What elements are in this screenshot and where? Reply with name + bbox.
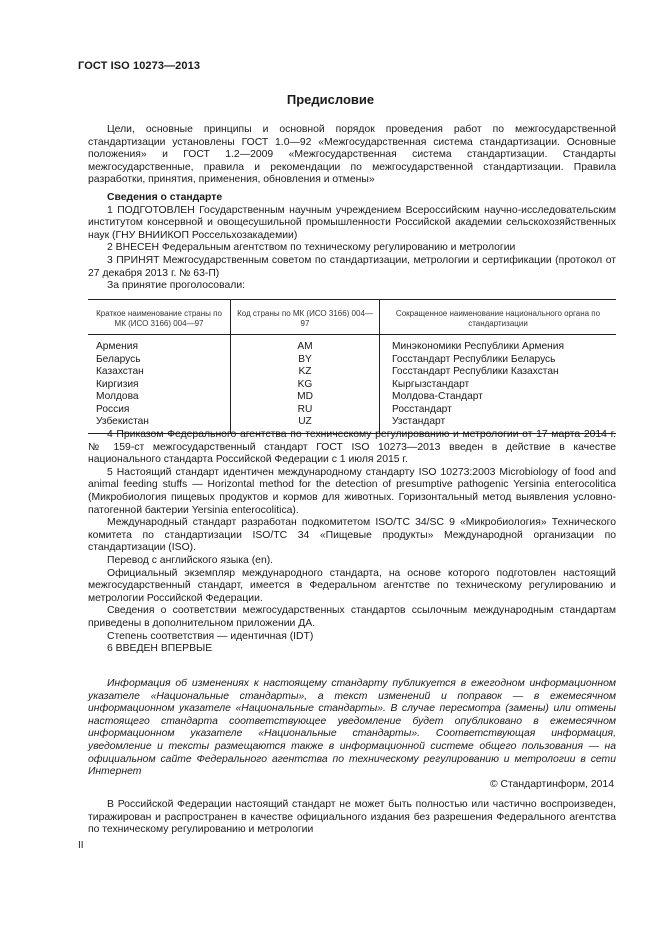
document-code-header: ГОСТ ISO 10273—2013: [78, 60, 201, 72]
intro-block: [88, 124, 616, 187]
code-cell: MD: [231, 391, 380, 404]
info-item-4: 4 Приказом Федерального агентства по техническому регулированию и метрологии от 17 марта 2014 г. № 159-ст межгосударственный стандарт ГОСТ ISO 10273—2013 введен в действие в качестве национального стандарта Российской Федерации с 1 июля 2015 г.: [88, 429, 616, 466]
intro-paragraph: Цели, основные принципы и основной порядок проведения работ по межгосударственной стандартизации установлены ГОСТ 1.0—92 «Межгосударственная система стандартизации. Основные положения» и ГОСТ 1.2—2009 «Межгосударственная система стандартизации. Стандарты межгосударственные, правила и рекомендации по межгосударственной стандартизации. Правила разработки, принятия, применения, обновления и отмены»: [88, 124, 616, 186]
info-item-2: 2 ВНЕСЕН Федеральным агентством по техническому регулированию и метрологии: [107, 242, 516, 254]
body-cell: Госстандарт Республики Беларусь: [380, 354, 617, 367]
info-item-3: 3 ПРИНЯТ Межгосударственным советом по стандартизации, метрологии и сертификации (протокол от 27 декабря 2013 г. № 63-П): [88, 254, 616, 279]
standard-info-heading: Сведения о стандарте: [107, 192, 223, 203]
column-header-code: Код страны по МК (ИСО 3166) 004—97: [231, 300, 380, 335]
info-item-6: 6 ВВЕДЕН ВПЕРВЫЕ: [107, 643, 213, 655]
body-cell: Росстандарт: [380, 404, 617, 417]
country-cell: Беларусь: [96, 353, 141, 365]
standard-info-block: [88, 192, 616, 293]
reproduction-restriction: В Российской Федерации настоящий стандарт не может быть полностью или частично воспроизведен, тиражирован и распространен в качестве официального издания без разрешения Федерального агентства по техническому регулированию и метрологии: [88, 799, 616, 836]
page-number: II: [78, 840, 84, 851]
standard-details-block: [88, 429, 616, 656]
code-cell: AM: [231, 335, 380, 354]
table-row: [88, 391, 616, 404]
references-note: Сведения о соответствии межгосударственных стандартов ссылочным международным стандартам приведены в дополнительном приложении ДА.: [88, 605, 616, 629]
country-cell: Казахстан: [96, 366, 144, 377]
column-header-country: Краткое наименование страны по МК (ИСО 3166) 004—97: [88, 300, 231, 335]
page-title: Предисловие: [286, 92, 375, 107]
table-header-row: [88, 300, 616, 335]
copyright-line: © Стандартинформ, 2014: [489, 779, 614, 790]
info-item-3-note: За принятие проголосовали:: [107, 280, 246, 292]
restriction-block: [88, 799, 616, 837]
voting-countries-table: [88, 299, 616, 434]
table-row: [88, 335, 616, 354]
body-cell: Госстандарт Республики Казахстан: [380, 366, 617, 379]
code-cell: UZ: [231, 416, 380, 433]
table-row: [88, 366, 616, 379]
table-row: [88, 354, 616, 367]
conformity-degree: Степень соответствия — идентичная (IDT): [107, 630, 314, 642]
body-cell: Узстандарт: [380, 416, 617, 433]
country-cell: Узбекистан: [88, 416, 231, 433]
translation-note: Перевод с английского языка (en).: [107, 554, 274, 566]
country-cell: Россия: [96, 403, 130, 415]
country-cell: Молдова: [96, 391, 139, 402]
official-copy-note: Официальный экземпляр международного стандарта, на основе которого подготовлен настоящий межгосударственный стандарт, имеется в Федеральном агентстве по техническому регулированию и метрологии Российской Федерации.: [88, 567, 616, 604]
international-standard-origin: Международный стандарт разработан подкомитетом ISO/TC 34/SC 9 «Микробиология» Технического комитета по стандартизации ISO/TC 34 «Пищевые продукты» Международной организации по стандартизации (ISO).: [88, 517, 616, 554]
changes-notice: Информация об изменениях к настоящему стандарту публикуется в ежегодном информационном указателе «Национальные стандарты», а текст изменений и поправок — в ежемесячном информационном указателе «Национальные стандарты». В случае пересмотра (замены) или отмены настоящего стандарта соответствующее уведомление будет опубликовано в ежемесячном информационном указателе «Национальные стандарты». Соответствующая информация, уведомление и тексты размещаются также в информационной системе общего пользования — на официальном сайте Федерального агентства по техническому регулированию и метрологии в сети Интернет: [88, 678, 616, 778]
changes-notice-block: [88, 678, 616, 779]
code-cell: RU: [231, 404, 380, 417]
code-cell: BY: [231, 354, 380, 367]
code-cell: KZ: [231, 366, 380, 379]
table-row: [88, 379, 616, 392]
info-item-1: 1 ПОДГОТОВЛЕН Государственным научным учреждением Всероссийским научно-исследовательским институтом консервной и овощесушильной промышленности Российской академии сельскохозяйственных наук (ГНУ ВНИИКОП Россельхозакадемии): [88, 204, 616, 241]
country-cell: Армения: [96, 341, 138, 352]
body-cell: Молдова-Стандарт: [380, 391, 617, 404]
column-header-body: Сокращенное наименование национального органа по стандартизации: [380, 300, 617, 335]
table-row: [88, 404, 616, 417]
info-item-5: 5 Настоящий стандарт идентичен международному стандарту ISO 10273:2003 Microbiology of food and animal feeding stuffs — Horizontal method for the detection of presumptive pathogenic Yersinia enterocolitica (Микробиология пищевых продуктов и кормов для животных. Горизонтальный метод выявления условно-патогенной бактерии Yersinia enterocolitica).: [88, 466, 616, 516]
code-cell: KG: [231, 379, 380, 392]
body-cell: Кыргызстандарт: [380, 379, 617, 392]
body-cell: Минэкономики Республики Армения: [380, 335, 617, 354]
country-cell: Киргизия: [96, 378, 139, 390]
